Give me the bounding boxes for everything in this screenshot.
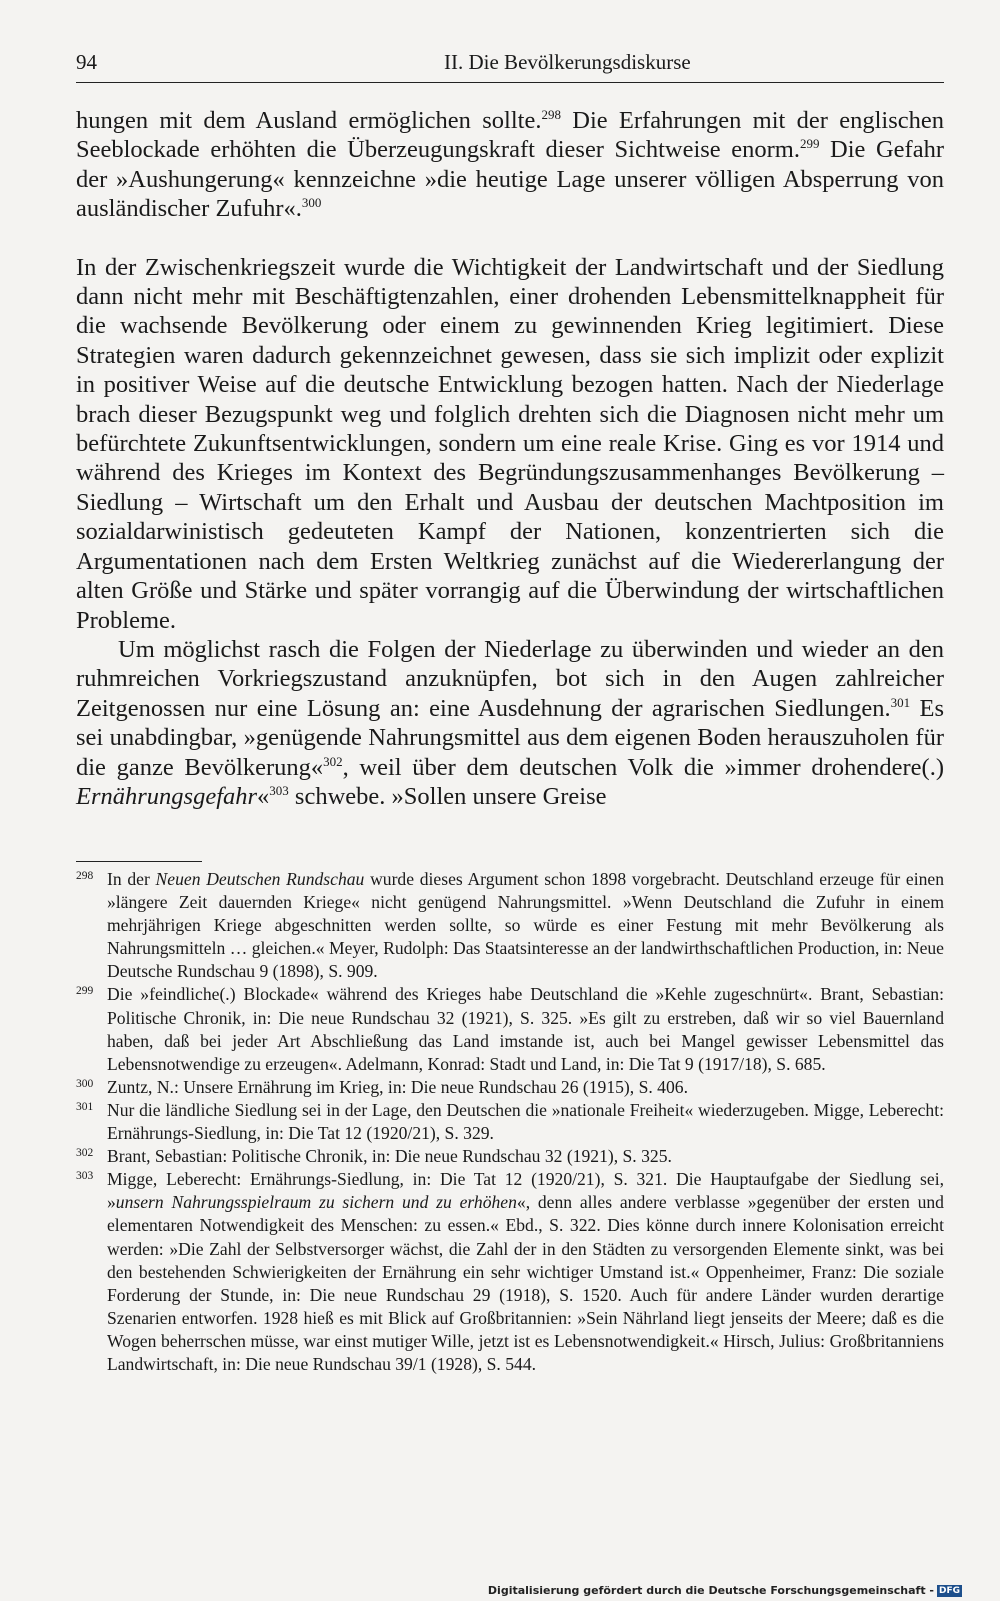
page-number: 94: [76, 50, 97, 74]
dfg-logo: DFG: [938, 1586, 960, 1596]
footnote-text: Nur die ländliche Siedlung sei in der Lage, den Deutschen die »nationale Freiheit« wiederzugeben. Migge, Leberecht: Ernährungs-Siedlung, in: Die Tat 12 (1920/21), S. 329.: [107, 1099, 944, 1144]
paragraph-text: Die Gefahr der »Aushungerung« kennzeichne »die heutige Lage unserer völligen Absperrung von ausländischer Zufuhr«.: [76, 136, 944, 223]
paragraph-text: Um möglichst rasch die Folgen der Niederlage zu überwinden und wieder an den ruhmreichen Vorkriegszustand anzuknüpfen, bot sich in den Augen zahlreicher Zeitgenossen nur eine Lösung an: eine Ausdehnung der agrarischen Siedlungen.: [76, 635, 944, 722]
footnote-303: [76, 1168, 944, 1376]
footnote-text: In der: [107, 869, 156, 889]
footnote-number: 301: [76, 1100, 94, 1113]
footnotes: [76, 868, 944, 1376]
running-title: II. Die Bevölkerungsdiskurse: [444, 50, 691, 74]
footnote-number: 299: [76, 985, 94, 998]
emphasized-text: Ernährungsgefahr: [76, 782, 258, 810]
paragraph-2: In der Zwischenkriegszeit wurde die Wichtigkeit der Landwirtschaft und der Siedlung dann nicht mehr mit Beschäftigtenzahlen, einer drohenden Lebensmittelknappheit für die wachsende Bevölkerung oder einem zu gewinnenden Krieg legitimiert. Diese Strategien waren dadurch gekennzeichnet gewesen, dass sie sich implizit oder explizit in positiver Weise auf die deutsche Entwicklung bezogen hatten. Nach der Niederlage brach dieser Bezugspunkt weg und folglich drehten sich die Diagnosen nicht mehr um befürchtete Zukunftsentwicklungen, sondern um eine reale Krise. Ging es vor 1914 und während des Krieges im Kontext des Begründungszusammenhanges Bevölkerung – Siedlung – Wirtschaft um den Erhalt und Ausbau der deutschen Machtposition im sozialdarwinistisch gedeuteten Kampf der Nationen, konzentrierten sich die Argumentationen nach dem Ersten Weltkrieg zunächst auf die Wiedererlangung der alten Größe und Stärke und später vorrangig auf die Überwindung der wirtschaftlichen Probleme.: [76, 253, 944, 634]
footnote-302: [76, 1145, 944, 1168]
paragraph-3: [76, 635, 944, 811]
footnote-ref-301: 301: [890, 694, 911, 710]
paragraph-text: , weil über dem deutschen Volk die »immer drohendere(.): [342, 753, 944, 781]
footnote-number: 303: [76, 1170, 94, 1183]
footnote-ref-303: 303: [269, 782, 289, 798]
footnote-number: 298: [76, 870, 94, 882]
footnote-number: 302: [76, 1147, 94, 1160]
footnote-300: [76, 1076, 944, 1099]
footnote-text: Zuntz, N.: Unsere Ernährung im Krieg, in: Die neue Rundschau 26 (1915), S. 406.: [107, 1076, 688, 1097]
funding-note: [488, 1584, 962, 1597]
running-head: [76, 48, 944, 83]
footnote-ref-299: 299: [799, 136, 820, 152]
main-text: [76, 106, 944, 811]
paragraph-text: hungen mit dem Ausland ermöglichen sollte.: [76, 107, 542, 134]
funding-text: Digitalisierung gefördert durch die Deutsche Forschungsgemeinschaft -: [487, 1584, 934, 1597]
paragraph-text: Die Erfahrungen mit der englischen Seeblockade erhöhten die Überzeugungskraft dieser Sichtweise enorm.: [76, 107, 944, 164]
paragraph-text: Es sei unabdingbar, »genügende Nahrungsmittel aus dem eigenen Boden herauszuholen für die ganze Bevölkerung«: [76, 694, 945, 781]
footnote-ref-300: 300: [301, 195, 322, 211]
footnote-301: [76, 1099, 944, 1145]
paragraph-text: «: [257, 782, 270, 810]
footnote-299: [76, 983, 944, 1075]
footnote-text: wurde dieses Argument schon 1898 vorgebracht. Deutschland erzeuge für einen »längere Zeit dauernden Kriege« nicht genügend Nahrungsmittel. »Wenn Deutschland die Zufuhr in einem mehrjährigen Kriege abgeschnitten werden sollte, so würde es einer Festung mit mehr Bevölkerung als Nahrungsmitteln … gleichen.« Meyer, Rudolph: Das Staatsinteresse an der landwirthschaftlichen Production, in: Neue Deutsche Rundschau 9 (1898), S. 909.: [107, 869, 945, 982]
paragraph-text: schwebe. »Sollen unsere Greise: [288, 782, 607, 810]
footnote-ref-298: 298: [541, 106, 561, 122]
footnote-text: Die »feindliche(.) Blockade« während des Krieges habe Deutschland die »Kehle zugeschnürt«. Brant, Sebastian: Politische Chronik, in: Die neue Rundschau 32 (1921), S. 325. »Es gilt zu erstreben, daß wir so viel Bauernland haben, daß bei jeder Art Abschließung das Land imstande ist, auch bei Mangel gewisser Lebensmittel das Lebensnotwendige zu erzeugen«. Adelmann, Konrad: Stadt und Land, in: Die Tat 9 (1917/18), S. 685.: [107, 984, 944, 1074]
footnote-separator: [76, 861, 202, 862]
footnote-emphasis: Neuen Deutschen Rundschau: [155, 869, 365, 889]
footnote-298: [76, 868, 944, 983]
footnote-text: Brant, Sebastian: Politische Chronik, in: Die neue Rundschau 32 (1921), S. 325.: [107, 1146, 672, 1167]
footnote-text: Migge, Leberecht: Ernährungs-Siedlung, in: Die Tat 12 (1920/21), S. 321. Die Hauptaufgabe der Siedlung sei, »: [107, 1169, 944, 1213]
footnote-emphasis: unsern Nahrungsspielraum zu sichern und zu erhöhen: [115, 1192, 517, 1213]
footnote-text: «, denn alles andere verblasse »gegenüber der ersten und elementaren Notwendigkeit des Menschen: zu essen.« Ebd., S. 322. Dies könne durch innere Kolonisation erreicht werden: »Die Zahl der Selbstversorger wächst, die Zahl der in den Städten zu versorgenden Elemente sinkt, was bei den bestehenden Schwierigkeiten der Ernährung ein sehr wichtiger Umstand ist.« Oppenheimer, Franz: Die soziale Forderung der Stunde, in: Die neue Rundschau 29 (1918), S. 1520. Auch für andere Länder wurden derartige Szenarien entworfen. 1928 hieß es mit Blick auf Großbritannien: »Sein Nährland liegt jenseits der Meere; daß es die Wogen beherrschen müsse, war einst mutiger Wille, jetzt ist es Lebensnotwendigkeit.« Hirsch, Julius: Großbritanniens Landwirtschaft, in: Die neue Rundschau 39/1 (1928), S. 544.: [107, 1192, 944, 1374]
footnote-number: 300: [76, 1077, 94, 1090]
paragraph-1: [76, 106, 944, 224]
footnote-ref-302: 302: [323, 753, 343, 769]
